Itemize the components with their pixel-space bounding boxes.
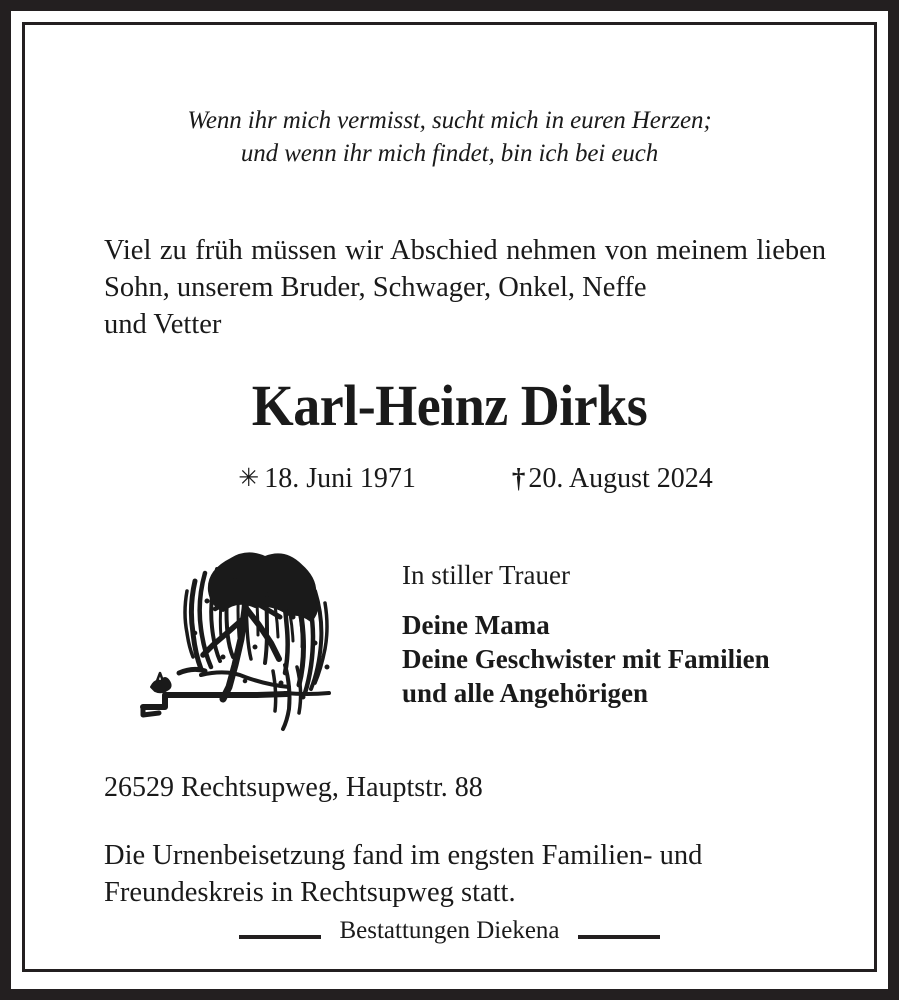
lead-paragraph	[104, 232, 826, 343]
notice-inner-frame	[22, 22, 877, 972]
death-cross-icon: †	[511, 463, 526, 494]
mourners-block	[402, 547, 770, 710]
lead-line-3: und Vetter	[104, 309, 222, 341]
mourners-list	[402, 608, 770, 711]
epigraph-line-2: und wenn ihr mich findet, bin ich bei euch	[240, 139, 659, 167]
death-date: 20. August 2024	[528, 463, 713, 495]
footer-rule-left	[239, 935, 321, 939]
lead-line-2: lieben Sohn, unserem Bruder, Schwager, Onkel, Neffe	[104, 235, 826, 304]
epigraph-line-1: Wenn ihr mich vermisst, sucht mich in euren Herzen;	[187, 107, 712, 134]
birth-date-group	[238, 463, 416, 495]
birth-date: 18. Juni 1971	[264, 463, 416, 495]
life-dates	[39, 463, 860, 495]
deceased-name: Karl-Heinz Dirks	[251, 373, 648, 439]
funeral-home-footer	[39, 917, 860, 951]
closing-paragraph	[104, 837, 826, 911]
death-date-group	[512, 463, 713, 495]
funeral-home-name: Bestattungen Diekena	[339, 917, 560, 944]
notice-content	[39, 39, 860, 955]
birth-star-icon: ✳	[238, 465, 260, 493]
lead-line-1: Viel zu früh müssen wir Abschied nehmen von meinem	[104, 235, 748, 266]
epigraph	[97, 105, 802, 170]
weeping-willow-icon	[135, 547, 360, 732]
mourning-heading: In stiller Trauer	[402, 560, 570, 591]
footer-rule-right	[578, 935, 660, 939]
closing-line-1: Die Urnenbeisetzung fand im engsten Familien- und	[104, 840, 703, 872]
closing-line-2: Freundeskreis in Rechtsupweg statt.	[104, 877, 516, 909]
mourner-line: Deine Geschwister mit Familien	[402, 643, 770, 674]
illustration-and-mourners	[39, 547, 860, 732]
mourner-line: Deine Mama	[402, 609, 550, 640]
address: 26529 Rechtsupweg, Hauptstr. 88	[104, 772, 483, 804]
mourner-line: und alle Angehörigen	[402, 678, 649, 709]
